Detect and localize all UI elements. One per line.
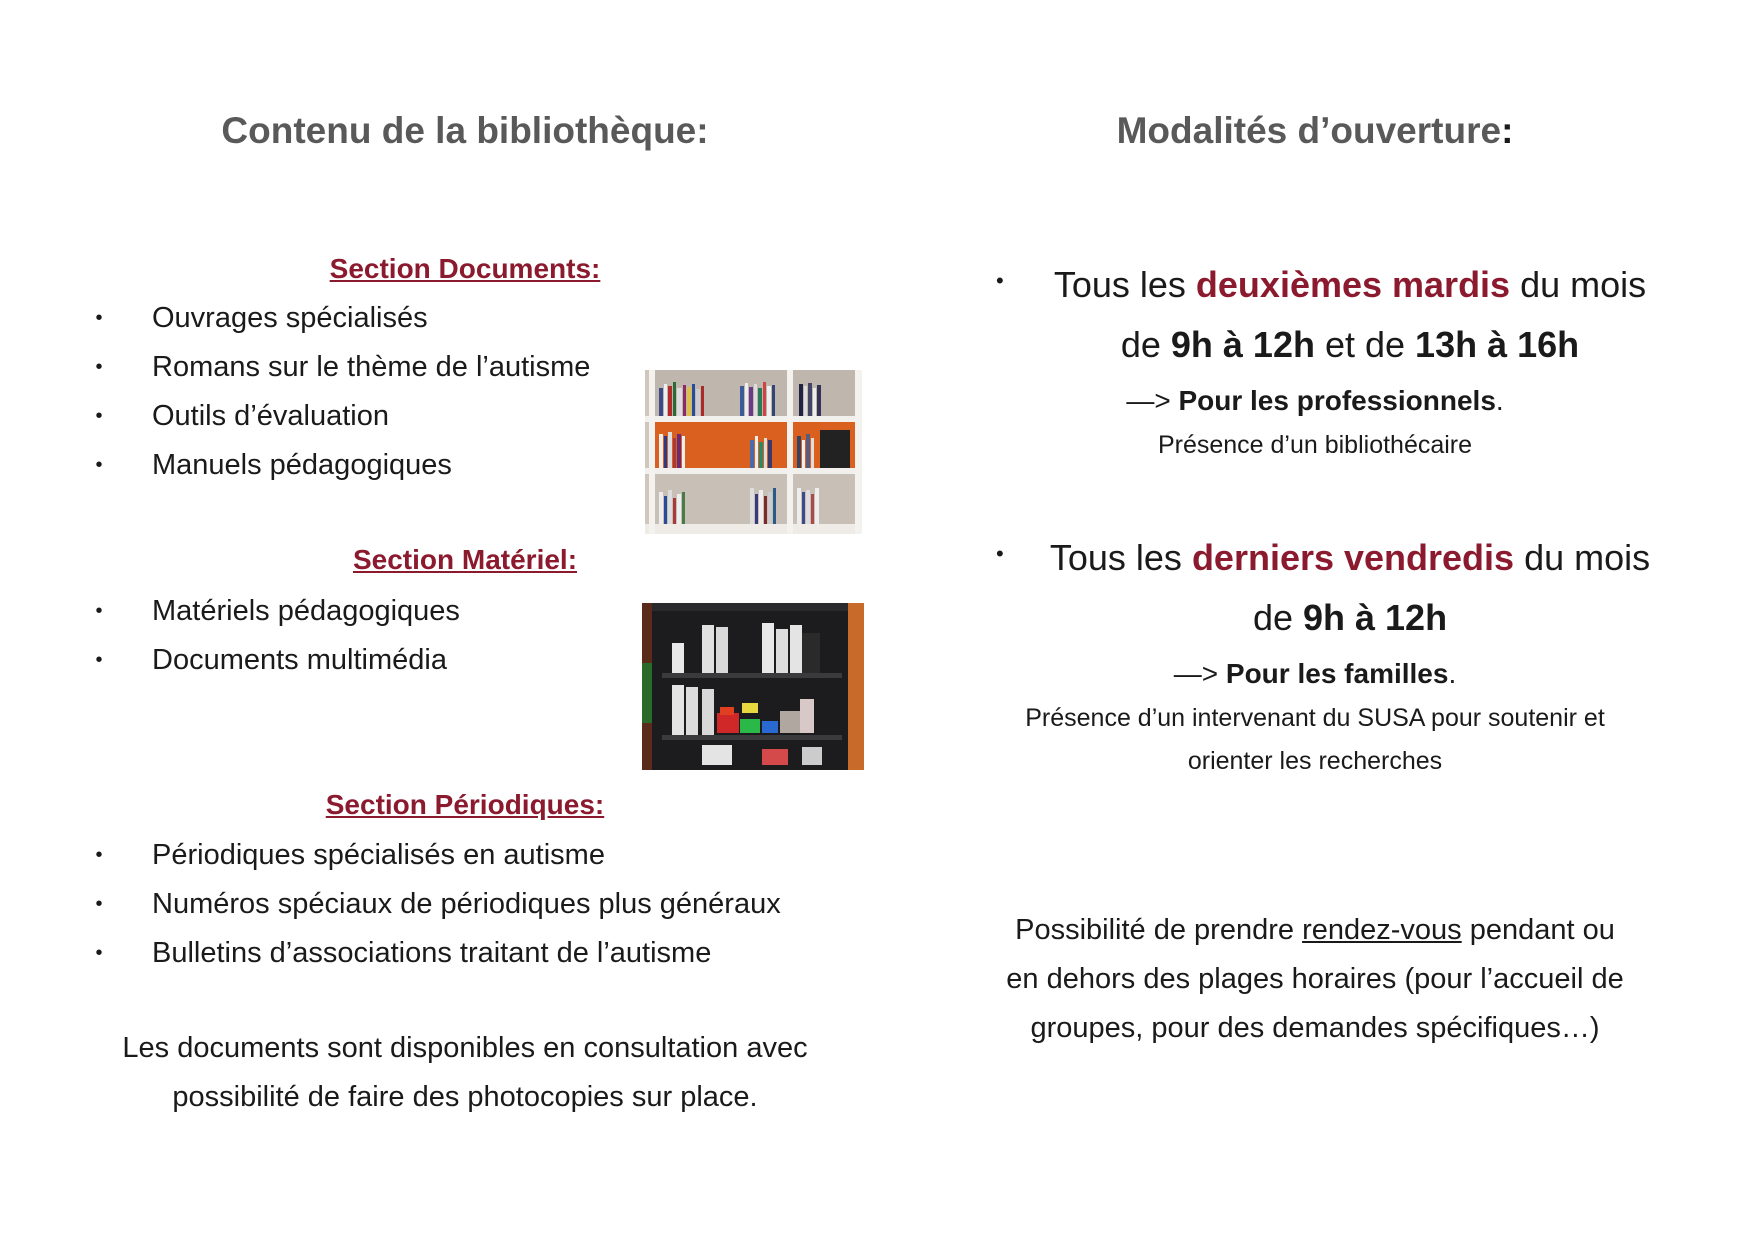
bullet-icon: •: [95, 649, 103, 671]
bullet-icon: •: [95, 454, 103, 476]
presence-line-2: orienter les recherches: [1187, 747, 1443, 775]
audience-label: Pour les professionnels: [1178, 385, 1496, 416]
schedule-line-1: Tous les deuxièmes mardis du mois: [1053, 264, 1647, 305]
list-item: • Périodiques spécialisés en autisme: [92, 831, 781, 880]
appointment-line-3: groupes, pour des demandes spécifiques…): [1030, 1012, 1600, 1044]
list-item: • Outils d’évaluation: [92, 392, 590, 441]
list-item: • Romans sur le thème de l’autisme: [92, 343, 590, 392]
left-heading: [0, 110, 930, 152]
documents-list: [92, 294, 590, 490]
schedule-line-2: de 9h à 12h: [1252, 597, 1448, 638]
schedule-day: derniers vendredis: [1191, 537, 1515, 578]
appointment-line-2: en dehors des plages horaires (pour l’accueil de: [1006, 963, 1624, 995]
presence-line-1: Présence d’un intervenant du SUSA pour soutenir et: [1025, 704, 1605, 732]
rendez-vous-link[interactable]: rendez-vous: [1302, 914, 1462, 946]
presence-line: Présence d’un bibliothécaire: [1157, 431, 1473, 459]
bullet-icon: •: [95, 942, 103, 964]
audience-line: —> Pour les professionnels.: [1126, 385, 1504, 416]
materiel-list: [92, 587, 460, 685]
bullet-icon: •: [996, 541, 1004, 566]
list-item: • Matériels pédagogiques: [92, 587, 460, 636]
schedule-professionals-details: [980, 378, 1650, 467]
periodiques-list: [92, 831, 781, 978]
note-line-2: possibilité de faire des photocopies sur place.: [172, 1081, 758, 1113]
bullet-icon: •: [95, 844, 103, 866]
schedule-line-1: Tous les derniers vendredis du mois: [1049, 537, 1651, 578]
schedule-families: [1030, 528, 1670, 648]
audience-line: —> Pour les familles.: [1173, 658, 1457, 689]
appointment-note: [980, 906, 1650, 1053]
left-heading-text: Contenu de la bibliothèque:: [221, 110, 709, 151]
bullet-icon: •: [95, 307, 103, 329]
list-item: • Bulletins d’associations traitant de l’autisme: [92, 929, 781, 978]
bullet-icon: •: [95, 356, 103, 378]
section-periodiques-title: Section Périodiques:: [325, 789, 605, 820]
list-item: • Manuels pédagogiques: [92, 441, 590, 490]
list-item: • Documents multimédia: [92, 636, 460, 685]
cabinet-photo: [642, 603, 864, 770]
list-item: • Numéros spéciaux de périodiques plus généraux: [92, 880, 781, 929]
schedule-professionals: [1030, 255, 1670, 375]
list-item: • Ouvrages spécialisés: [92, 294, 590, 343]
note-line-1: Les documents sont disponibles en consultation avec: [122, 1032, 808, 1064]
bookshelf-photo: [645, 370, 862, 534]
bullet-icon: •: [95, 600, 103, 622]
bullet-icon: •: [95, 893, 103, 915]
consultation-note: [0, 1024, 930, 1122]
bullet-icon: •: [95, 405, 103, 427]
bullet-icon: •: [996, 268, 1004, 293]
section-materiel-title: Section Matériel:: [352, 544, 578, 575]
audience-label: Pour les familles: [1225, 658, 1449, 689]
section-documents-title: Section Documents:: [329, 253, 601, 284]
right-heading: [980, 110, 1650, 152]
schedule-day: deuxièmes mardis: [1195, 264, 1511, 305]
schedule-line-2: de 9h à 12h et de 13h à 16h: [1120, 324, 1580, 365]
right-heading-text: Modalités d’ouverture: [1116, 110, 1502, 151]
appointment-line-1: Possibilité de prendre rendez-vous pendant ou: [1015, 914, 1615, 946]
schedule-families-details: [980, 651, 1650, 783]
right-heading-colon: :: [1501, 110, 1514, 151]
